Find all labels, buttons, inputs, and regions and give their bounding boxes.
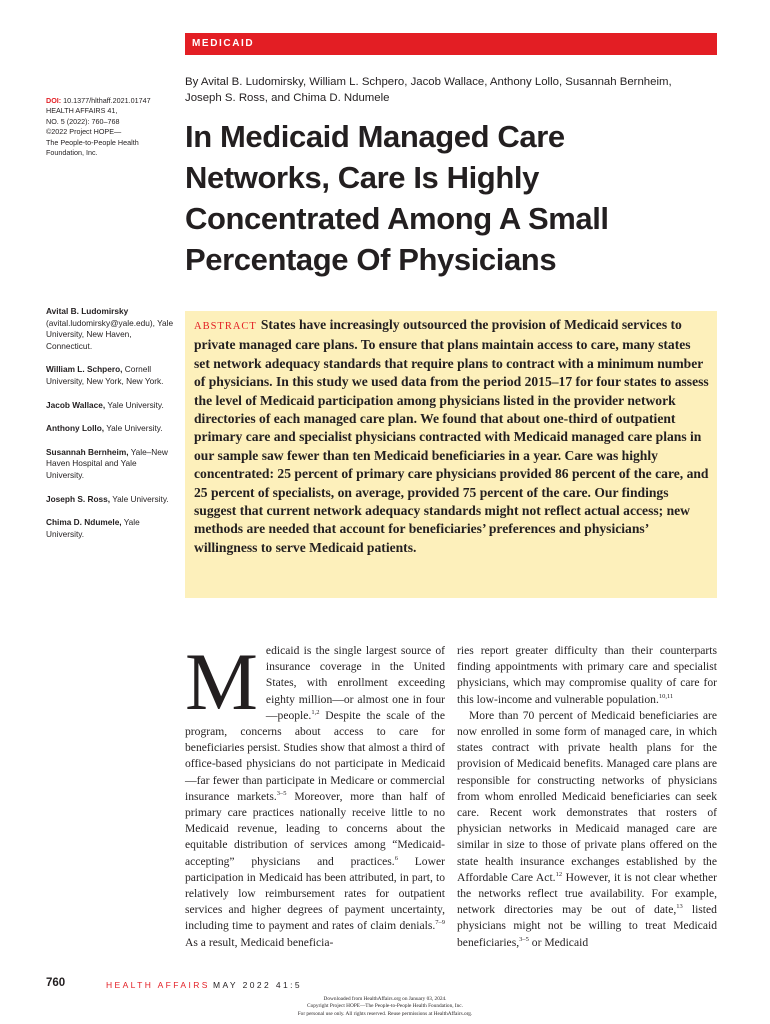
body-text: As a result, Medicaid beneficia- bbox=[185, 935, 334, 949]
abstract-text: States have increasingly outsourced the provision of Medicaid services to private managed care plans. To ensure that plans maintain access to care, many states set network adequacy standards that require plans to contract with a minimum number of physicians. In this study we used data from the period 2015–17 for four states to assess the level of Medicaid participation among physicians listed in the provider network directories of each managed care plan. We found that about one-third of outpatient primary care and specialist physicians contracted with Medicaid managed care plans in our sample saw fewer than ten Medicaid beneficiaries in a year. Care was highly concentrated: 25 percent of primary care physicians provided 86 percent of the care, and 25 percent of specialists, on average, provided 75 percent of the care. Our findings suggest that current network adequacy standards might not reflect actual access; new methods are needed that account for beneficiaries’ preferences and physicians’ willingness to serve Medicaid patients. bbox=[194, 317, 709, 555]
affiliation-detail: (avital.ludomirsky@yale.edu), Yale University, New Haven, Connecticut. bbox=[46, 317, 174, 351]
body-text: edicaid is the single largest source of insurance coverage in the United States, with enrollment exceeding eighty million—or almost one in four—people. bbox=[265, 644, 445, 722]
doi-line bbox=[46, 96, 168, 106]
body-text: Despite the scale of the program, concerns about access to care for beneficiaries persist. Studies show that almost a third of office-based physicians do not participate in Medicaid—far fewer than participate in Medicare or commercial insurance markets. bbox=[185, 708, 445, 803]
abstract-box bbox=[185, 311, 717, 598]
reference-citation[interactable]: 13 bbox=[676, 903, 683, 911]
reference-citation[interactable]: 6 bbox=[394, 854, 398, 862]
affiliation-item bbox=[46, 423, 174, 435]
abstract-paragraph bbox=[194, 316, 709, 557]
doi-link[interactable]: 10.1377/hlthaff.2021.01747 bbox=[63, 96, 151, 105]
copyright-line-3: Foundation, Inc. bbox=[46, 148, 98, 158]
page-number: 760 bbox=[46, 977, 66, 989]
affiliation-detail: Yale University. bbox=[112, 493, 169, 504]
download-line-2: Copyright Project HOPE—The People-to-People Health Foundation, Inc. bbox=[307, 1003, 463, 1010]
section-banner bbox=[185, 33, 717, 55]
reference-citation[interactable]: 3–5 bbox=[276, 789, 287, 797]
body-text: Moreover, more than half of primary care practices nationally receive little to no Medicaid revenue, leading to concerns about the equitable distribution of services among “Medicaid-accepting” physicians and practices. bbox=[185, 789, 445, 868]
affiliation-detail: Yale University. bbox=[106, 423, 163, 434]
author-affiliations bbox=[46, 306, 174, 552]
issue-line: NO. 5 (2022): 760–768 bbox=[46, 116, 120, 126]
affiliation-item bbox=[46, 400, 174, 412]
body-paragraph bbox=[185, 636, 445, 951]
affiliation-name: Avital B. Ludomirsky bbox=[46, 306, 129, 316]
body-text: Lower participation in Medicaid has been attributed, in part, to relatively low reimbursement rates for outpatient services and higher degrees of payment uncertainty, including time to payment and rates of claim denials. bbox=[185, 854, 445, 933]
download-line-1: Downloaded from HealthAffairs.org on January 03, 2024. bbox=[323, 996, 447, 1002]
affiliation-name: Jacob Wallace, bbox=[46, 399, 106, 410]
journal-line: HEALTH AFFAIRS 41, bbox=[46, 106, 118, 116]
body-text: ries report greater difficulty than their counterparts finding appointments with primary care and specialist physicians, which may compromise quality of care for this low-income and vulnerable population. bbox=[457, 644, 717, 706]
affiliation-item bbox=[46, 517, 174, 540]
affiliation-detail: Yale University. bbox=[46, 517, 140, 539]
affiliation-name: William L. Schpero, bbox=[46, 364, 123, 375]
section-label: MEDICAID bbox=[192, 38, 255, 49]
doi-label: DOI: bbox=[46, 96, 62, 105]
body-column-right bbox=[457, 643, 717, 951]
body-paragraph bbox=[457, 643, 717, 708]
reference-citation[interactable]: 3–5 bbox=[519, 935, 529, 943]
body-text: or Medicaid bbox=[528, 935, 589, 949]
body-text: listed physicians might not be willing to treat Medicaid beneficiaries, bbox=[457, 903, 717, 949]
affiliation-name: Anthony Lollo, bbox=[46, 423, 105, 434]
copyright-line-1: ©2022 Project HOPE— bbox=[46, 127, 122, 137]
article-title: In Medicaid Managed Care Networks, Care Is Highly Concentrated Among A Small Percentage Of Physicians bbox=[185, 119, 609, 277]
drop-cap: M bbox=[185, 636, 258, 727]
download-notice bbox=[185, 996, 585, 1018]
download-line-3: For personal use only. All rights reserved. Reuse permissions at HealthAffairs.org. bbox=[297, 1010, 473, 1017]
footer-issue: MAY 2022 41:5 bbox=[213, 980, 303, 990]
copyright-line-2: The People-to-People Health bbox=[46, 137, 139, 147]
affiliation-item bbox=[46, 364, 174, 387]
reference-citation[interactable]: 12 bbox=[555, 870, 563, 878]
reference-citation[interactable]: 1,2 bbox=[311, 708, 320, 716]
affiliation-name: Chima D. Ndumele, bbox=[46, 517, 122, 528]
abstract-label: ABSTRACT bbox=[194, 321, 257, 332]
reference-citation[interactable]: 10,11 bbox=[658, 692, 674, 700]
body-column-left bbox=[185, 636, 445, 951]
affiliation-detail: Yale–New Haven Hospital and Yale University. bbox=[46, 446, 168, 480]
affiliation-item bbox=[46, 494, 174, 506]
affiliation-detail: Cornell University, New York, New York. bbox=[46, 364, 164, 386]
affiliation-name: Susannah Bernheim, bbox=[46, 446, 129, 457]
affiliation-detail: Yale University. bbox=[107, 399, 164, 410]
affiliation-item bbox=[46, 447, 174, 482]
footer-journal: HEALTH AFFAIRS bbox=[106, 980, 210, 990]
reference-citation[interactable]: 7–9 bbox=[435, 919, 445, 927]
body-text: However, it is not clear whether the networks reflect true availability. For example, network directories may be out of date, bbox=[457, 870, 717, 917]
author-byline: By Avital B. Ludomirsky, William L. Schpero, Jacob Wallace, Anthony Lollo, Susannah Bernheim, Joseph S. Ross, and Chima D. Ndumele bbox=[185, 76, 672, 104]
article-meta bbox=[46, 96, 168, 158]
affiliation-item bbox=[46, 306, 174, 352]
body-paragraph bbox=[457, 708, 717, 951]
affiliation-name: Joseph S. Ross, bbox=[46, 493, 111, 504]
body-text: More than 70 percent of Medicaid beneficiaries are now enrolled in some form of managed care, in which states contract with private health plans for the provision of Medicaid benefits. Managed care plans are responsible for constructing networks of physicians from whom enrolled Medicaid beneficiaries can seek care. Recent work demonstrates that rosters of physician networks in Medicaid managed care are similar in size to those of private plans offered on the state health insurance exchanges established by the Affordable Care Act. bbox=[457, 708, 717, 884]
page-footer bbox=[46, 977, 726, 993]
